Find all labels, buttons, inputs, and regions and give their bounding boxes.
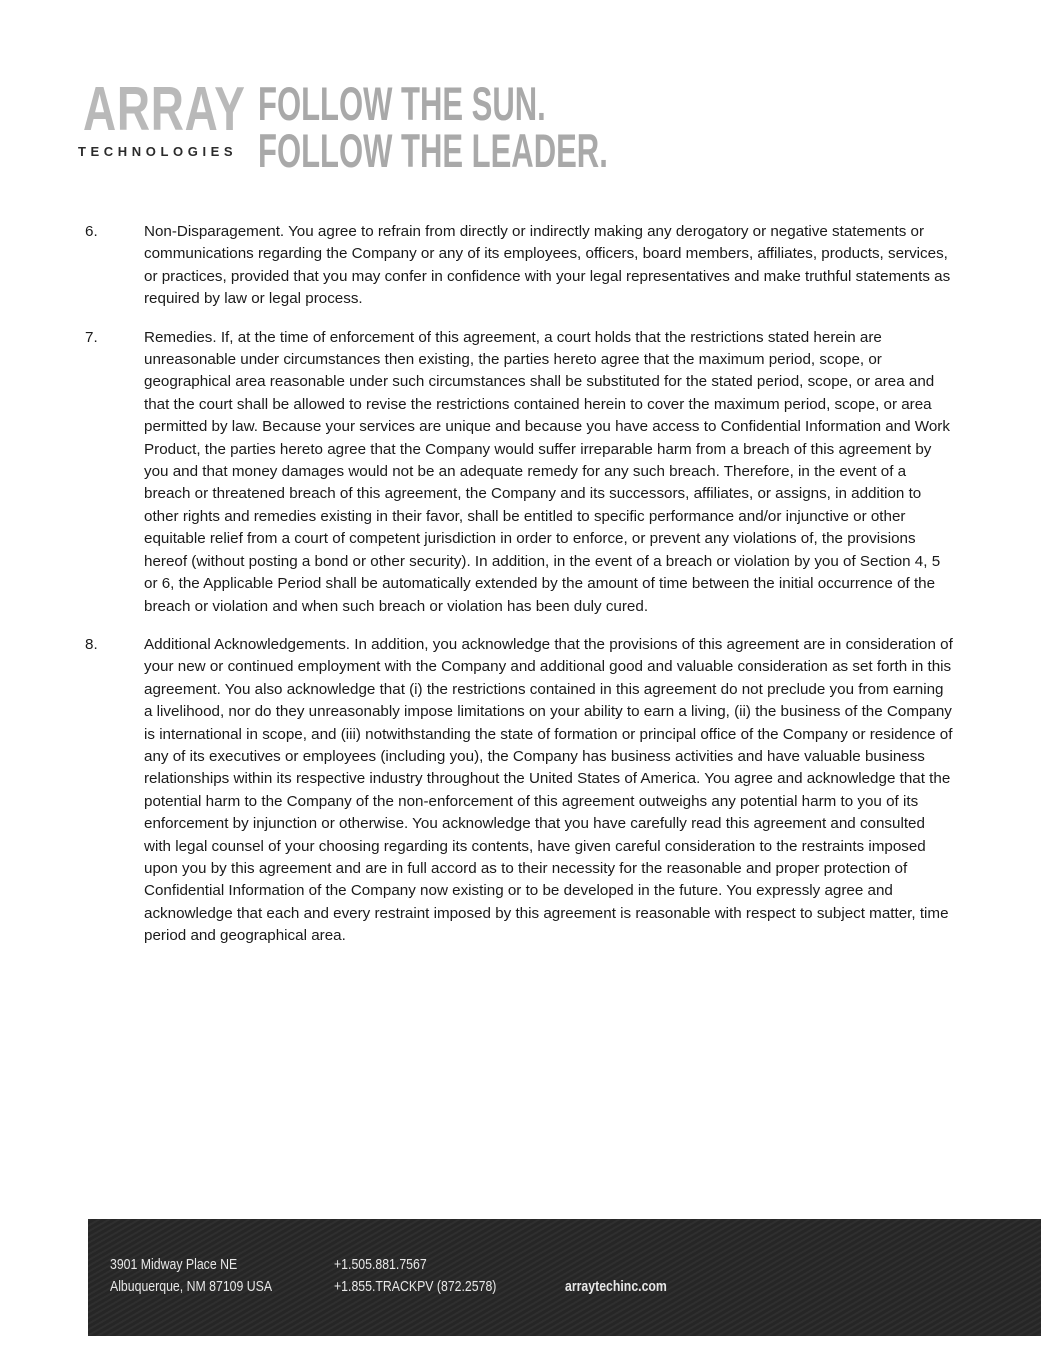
phone-line-2: +1.855.TRACKPV (872.2578) (334, 1278, 497, 1295)
logo-subtitle: TECHNOLOGIES (78, 144, 238, 159)
address-line-1: 3901 Midway Place NE (110, 1256, 238, 1273)
document-body (85, 221, 955, 964)
section-6 (85, 221, 955, 311)
letterhead (75, 75, 975, 178)
section-text: Remedies. If, at the time of enforcement of this agreement, a court holds that the restrictions stated herein are unreasonable under circumstances then existing, the parties hereto agree that the maximum period, scope, or geographical area reasonable under such circumstances shall be substituted for the stated period, scope, or area and that the court shall be allowed to revise the restrictions contained herein to cover the maximum period, scope, or area permitted by law. Because your services are unique and because you have access to Confidential Information and Work Product, the parties hereto agree that the Company would suffer irreparable harm from a breach of this agreement by you and that money damages would not be an adequate remedy for any such breach. Therefore, in the event of a breach or threatened breach of this agreement, the Company and its successors, affiliates, or assigns, in addition to other rights and remedies existing in their favor, shall be entitled to specific performance and/or injunctive or other equitable relief from a court of competent jurisdiction in order to enforce, or prevent any violations of, the provisions hereof (without posting a bond or other security). In addition, in the event of a breach or violation by you of Section 4, 5 or 6, the Applicable Period shall be automatically extended by the amount of time between the initial occurrence of the breach or violation and when such breach or violation has been duly cured. (144, 328, 950, 615)
section-text: Additional Acknowledgements. In addition, you acknowledge that the provisions of this agreement are in consideration of your new or continued employment with the Company and additional good and valuable consideration as set forth in this agreement. You also acknowledge that (i) the restrictions contained in this agreement do not preclude you from earning a livelihood, nor do they unreasonably impose limitations on your ability to earn a living, (ii) the business of the Company is international in scope, and (iii) notwithstanding the state of formation or principal office of the Company or residence of any of its executives or employees (including you), the Company has business activities and have valuable business relationships within its respective industry throughout the United States of America. You agree and acknowledge that the potential harm to the Company of the non-enforcement of this agreement outweighs any potential harm to you of its enforcement by injunction or otherwise. You acknowledge that you have carefully read this agreement and consulted with legal counsel of your choosing regarding its contents, have given careful consideration to the restraints imposed upon you by this agreement and are in full accord as to their necessity for the reasonable and proper protection of Confidential Information of the Company now existing or to be developed in the future. You expressly agree and acknowledge that each and every restraint imposed by this agreement is reasonable with respect to subject matter, time period and geographical area. (144, 635, 953, 945)
tagline (258, 77, 788, 177)
section-7 (85, 327, 955, 618)
section-8 (85, 634, 955, 948)
section-number: 7. (85, 328, 98, 346)
section-number: 6. (85, 223, 98, 240)
tagline-line-2: FOLLOW THE LEADER. (258, 124, 608, 177)
logo-wordmark: ARRAY (83, 75, 246, 144)
section-text: Non-Disparagement. You agree to refrain from directly or indirectly making any derogatory or negative statements or communications regarding the Company or any of its employees, officers, board members, affiliates, products, services, or practices, provided that you may confer in confidence with your legal representatives and make truthful statements as required by law or legal process. (144, 223, 951, 308)
footer-address (110, 1254, 272, 1298)
footer-phones (334, 1254, 496, 1298)
tagline-line-1: FOLLOW THE SUN. (258, 77, 546, 130)
footer-website: arraytechinc.com (565, 1278, 667, 1295)
phone-line-1: +1.505.881.7567 (334, 1256, 427, 1273)
address-line-2: Albuquerque, NM 87109 USA (110, 1278, 273, 1295)
footer-bar (88, 1219, 1041, 1336)
section-number: 8. (85, 635, 98, 653)
company-logo (75, 75, 246, 168)
